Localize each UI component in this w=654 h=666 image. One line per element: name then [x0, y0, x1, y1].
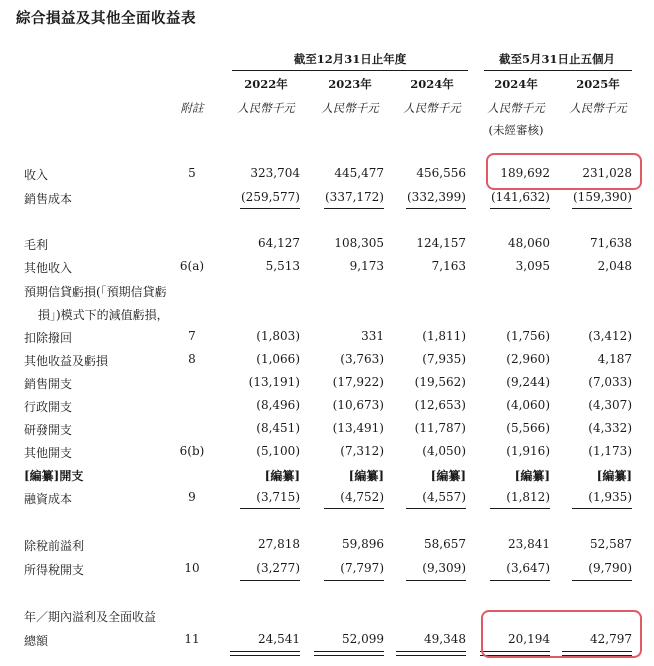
row-value: 189,692: [500, 166, 550, 180]
row-value: (9,244): [506, 375, 550, 389]
row-value: 48,060: [508, 236, 550, 250]
row-value: (4,332): [588, 421, 632, 435]
row-value: (10,673): [332, 398, 384, 412]
row-label: 預期信貸虧損(「預期信貸虧: [24, 285, 167, 299]
row-value: (4,557): [422, 490, 466, 504]
row-label: 銷售成本: [24, 192, 73, 206]
row-value: 231,028: [582, 166, 632, 180]
row-note: 6(a): [179, 259, 205, 273]
highlight-revenue-5m: [486, 153, 642, 190]
row-label: [編纂]開支: [24, 469, 84, 483]
header-unit-1: 人民幣千元: [237, 101, 295, 115]
row-label: 除稅前溢利: [24, 539, 85, 553]
header-note: 附註: [180, 101, 204, 115]
subtotal-underline: [406, 208, 466, 209]
row-value: 331: [361, 329, 384, 343]
header-year-2024: 2024年: [410, 77, 454, 91]
row-value: 456,556: [416, 166, 466, 180]
row-value: 71,638: [590, 236, 632, 250]
row-value: (337,172): [325, 190, 384, 204]
row-note: 8: [188, 352, 196, 366]
row-value: (17,922): [332, 375, 384, 389]
row-label: 所得稅開支: [24, 563, 85, 577]
row-value: (13,191): [248, 375, 300, 389]
row-value: (4,060): [506, 398, 550, 412]
row-value: (3,715): [256, 490, 300, 504]
row-value: (3,763): [340, 352, 384, 366]
row-value: (4,050): [422, 444, 466, 458]
row-value: (1,812): [506, 490, 550, 504]
row-value: (8,451): [256, 421, 300, 435]
row-value: 20,194: [508, 632, 550, 646]
row-value: (1,173): [588, 444, 632, 458]
subtotal-underline: [324, 508, 384, 509]
row-value: (332,399): [407, 190, 466, 204]
row-value: (2,960): [506, 352, 550, 366]
row-value: [編纂]: [596, 469, 632, 483]
row-value: (1,803): [256, 329, 300, 343]
row-value: (9,790): [588, 561, 632, 575]
row-note: 5: [188, 166, 196, 180]
row-value: 52,099: [342, 632, 384, 646]
row-value: (7,935): [422, 352, 466, 366]
row-value: 27,818: [258, 537, 300, 551]
row-label: 總額: [24, 634, 49, 648]
subtotal-underline: [490, 508, 550, 509]
row-value: 49,348: [424, 632, 466, 646]
header-unit-4: 人民幣千元: [487, 101, 545, 115]
header-year-2022: 2022年: [244, 77, 288, 91]
row-value: (9,309): [422, 561, 466, 575]
row-value: (3,412): [588, 329, 632, 343]
row-label: 其他收益及虧損: [24, 354, 109, 368]
row-value: [編纂]: [430, 469, 466, 483]
row-value: (259,577): [241, 190, 300, 204]
row-value: (7,033): [588, 375, 632, 389]
subtotal-underline: [572, 508, 632, 509]
row-value: (4,752): [340, 490, 384, 504]
row-value: 52,587: [590, 537, 632, 551]
row-value: (13,491): [332, 421, 384, 435]
row-value: 445,477: [334, 166, 384, 180]
row-value: (159,390): [573, 190, 632, 204]
subtotal-underline: [240, 208, 300, 209]
row-note: 7: [188, 329, 196, 343]
highlight-total-5m: [481, 610, 642, 658]
row-value: 108,305: [334, 236, 384, 250]
row-label: 研發開支: [24, 423, 73, 437]
row-value: 24,541: [258, 632, 300, 646]
row-value: (5,566): [506, 421, 550, 435]
row-value: (8,496): [256, 398, 300, 412]
header-group-5m: 截至5月31日止五個月: [498, 52, 615, 66]
subtotal-underline: [406, 508, 466, 509]
row-value: 124,157: [416, 236, 466, 250]
row-label: 損」)模式下的減值虧損，: [38, 308, 169, 322]
row-value: 64,127: [258, 236, 300, 250]
row-note: 10: [184, 561, 200, 575]
row-value: 58,657: [424, 537, 466, 551]
subtotal-underline: [572, 208, 632, 209]
row-note: 9: [188, 490, 196, 504]
row-label: 年／期內溢利及全面收益: [24, 610, 157, 624]
row-value: (5,100): [256, 444, 300, 458]
row-value: (3,277): [256, 561, 300, 575]
row-label: 融資成本: [24, 492, 73, 506]
subtotal-underline: [406, 580, 466, 581]
row-value: [編纂]: [264, 469, 300, 483]
row-value: 9,173: [349, 259, 384, 273]
row-value: (1,811): [422, 329, 466, 343]
row-value: 23,841: [508, 537, 550, 551]
header-group-5m-underline: [484, 70, 632, 71]
row-value: (1,066): [256, 352, 300, 366]
row-value: (4,307): [588, 398, 632, 412]
row-label: 其他開支: [24, 446, 73, 460]
subtotal-underline: [490, 580, 550, 581]
row-value: (1,935): [588, 490, 632, 504]
row-value: (12,653): [414, 398, 466, 412]
row-value: [編纂]: [514, 469, 550, 483]
row-value: (141,632): [491, 190, 550, 204]
row-value: 7,163: [431, 259, 466, 273]
total-double-underline: [396, 651, 466, 656]
row-label: 其他收入: [24, 261, 73, 275]
total-double-underline: [314, 651, 384, 656]
header-year-2025-5m: 2025年: [576, 77, 620, 91]
subtotal-underline: [240, 580, 300, 581]
row-value: (7,797): [340, 561, 384, 575]
subtotal-underline: [490, 208, 550, 209]
header-unit-3: 人民幣千元: [403, 101, 461, 115]
header-year-2024-5m: 2024年: [494, 77, 538, 91]
row-value: 2,048: [597, 259, 632, 273]
row-label: 毛利: [24, 238, 49, 252]
row-label: 銷售開支: [24, 377, 73, 391]
row-value: 3,095: [515, 259, 550, 273]
row-value: (7,312): [340, 444, 384, 458]
row-value: 4,187: [597, 352, 632, 366]
header-group-year-underline: [232, 70, 468, 71]
row-value: [編纂]: [348, 469, 384, 483]
row-value: 42,797: [590, 632, 632, 646]
row-value: (1,756): [506, 329, 550, 343]
row-note: 11: [184, 632, 200, 646]
header-unaudited: (未經審核): [488, 123, 544, 137]
total-double-underline: [230, 651, 300, 656]
row-label: 行政開支: [24, 400, 73, 414]
row-value: 5,513: [265, 259, 300, 273]
row-value: (11,787): [414, 421, 466, 435]
header-unit-2: 人民幣千元: [321, 101, 379, 115]
row-value: (19,562): [414, 375, 466, 389]
statement-title: 綜合損益及其他全面收益表: [16, 10, 196, 27]
header-unit-5: 人民幣千元: [569, 101, 627, 115]
row-note: 6(b): [179, 444, 205, 458]
row-value: 323,704: [250, 166, 300, 180]
subtotal-underline: [324, 580, 384, 581]
subtotal-underline: [572, 580, 632, 581]
subtotal-underline: [324, 208, 384, 209]
row-value: (3,647): [506, 561, 550, 575]
header-year-2023: 2023年: [328, 77, 372, 91]
header-group-year: 截至12月31日止年度: [293, 52, 407, 66]
row-label: 收入: [24, 168, 49, 182]
row-label: 扣除撥回: [24, 331, 73, 345]
subtotal-underline: [240, 508, 300, 509]
row-value: (1,916): [506, 444, 550, 458]
row-value: 59,896: [342, 537, 384, 551]
